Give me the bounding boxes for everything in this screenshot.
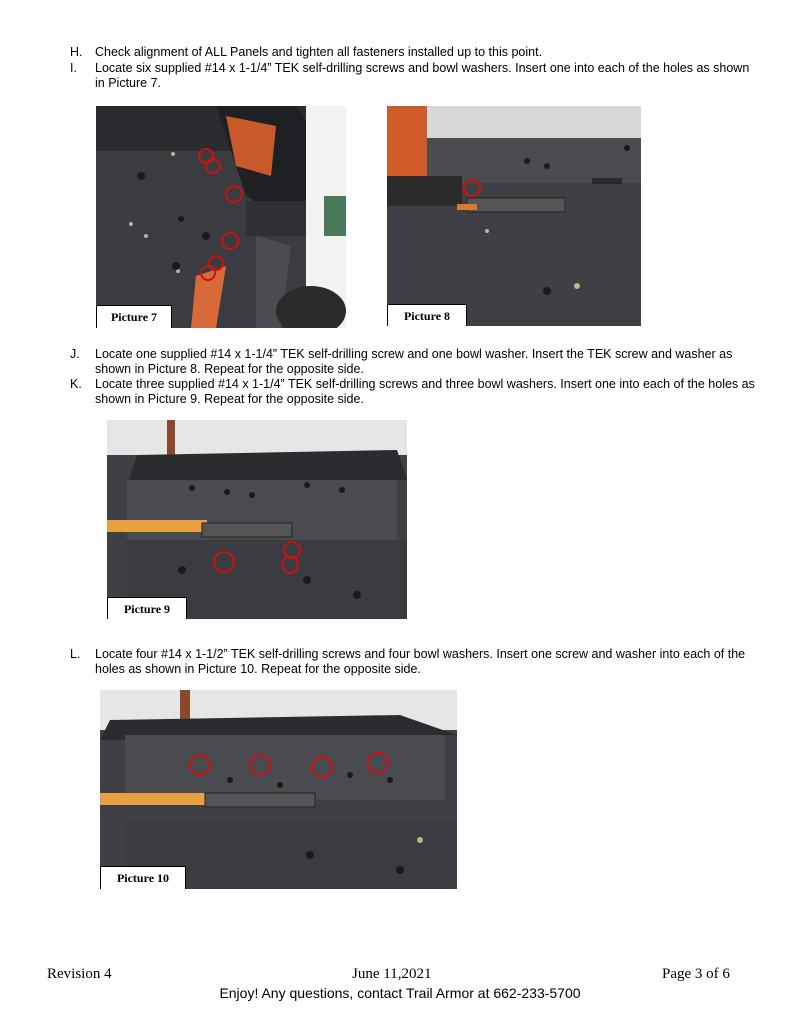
picture-7-caption: Picture 7 <box>96 305 172 328</box>
picture-7-photo <box>96 106 346 328</box>
footer-date: June 11,2021 <box>352 966 432 982</box>
step-letter: I. <box>70 61 77 75</box>
step-text: Locate one supplied #14 x 1-1/4” TEK self-drilling screw and one bowl washer. Insert the TEK screw and washer as shown in Picture 8. Repeat for the opposite side. <box>95 347 733 376</box>
step-text: Locate four #14 x 1-1/2” TEK self-drilling screws and four bowl washers. Insert one screw and washer into each of the holes as shown in Picture 10. Repeat for the opposite side. <box>95 647 746 676</box>
picture-8-photo <box>387 106 641 326</box>
step-letter: H. <box>70 45 83 59</box>
picture-10-caption: Picture 10 <box>100 866 186 889</box>
picture-8-caption: Picture 8 <box>387 304 467 326</box>
footer-page: Page 3 of 6 <box>662 966 730 982</box>
step-letter: K. <box>70 377 82 391</box>
step-text: Check alignment of ALL Panels and tighten all fasteners installed up to this point. <box>95 45 543 59</box>
picture-10-photo <box>100 690 457 889</box>
picture-9-caption: Picture 9 <box>107 597 187 619</box>
step-letter: J. <box>70 347 80 361</box>
footer-revision: Revision 4 <box>47 966 112 982</box>
footer-contact: Enjoy! Any questions, contact Trail Armor at 662-233-5700 <box>219 985 581 1001</box>
step-letter: L. <box>70 647 81 661</box>
picture-9-photo <box>107 420 407 619</box>
step-text: Locate six supplied #14 x 1-1/4” TEK self-drilling screws and bowl washers. Insert one into each of the holes as shown in Picture 7. <box>95 61 750 90</box>
step-text: Locate three supplied #14 x 1-1/4” TEK self-drilling screws and three bowl washers. Insert one into each of the holes as shown in Picture 9. Repeat for the opposite side. <box>95 377 755 406</box>
